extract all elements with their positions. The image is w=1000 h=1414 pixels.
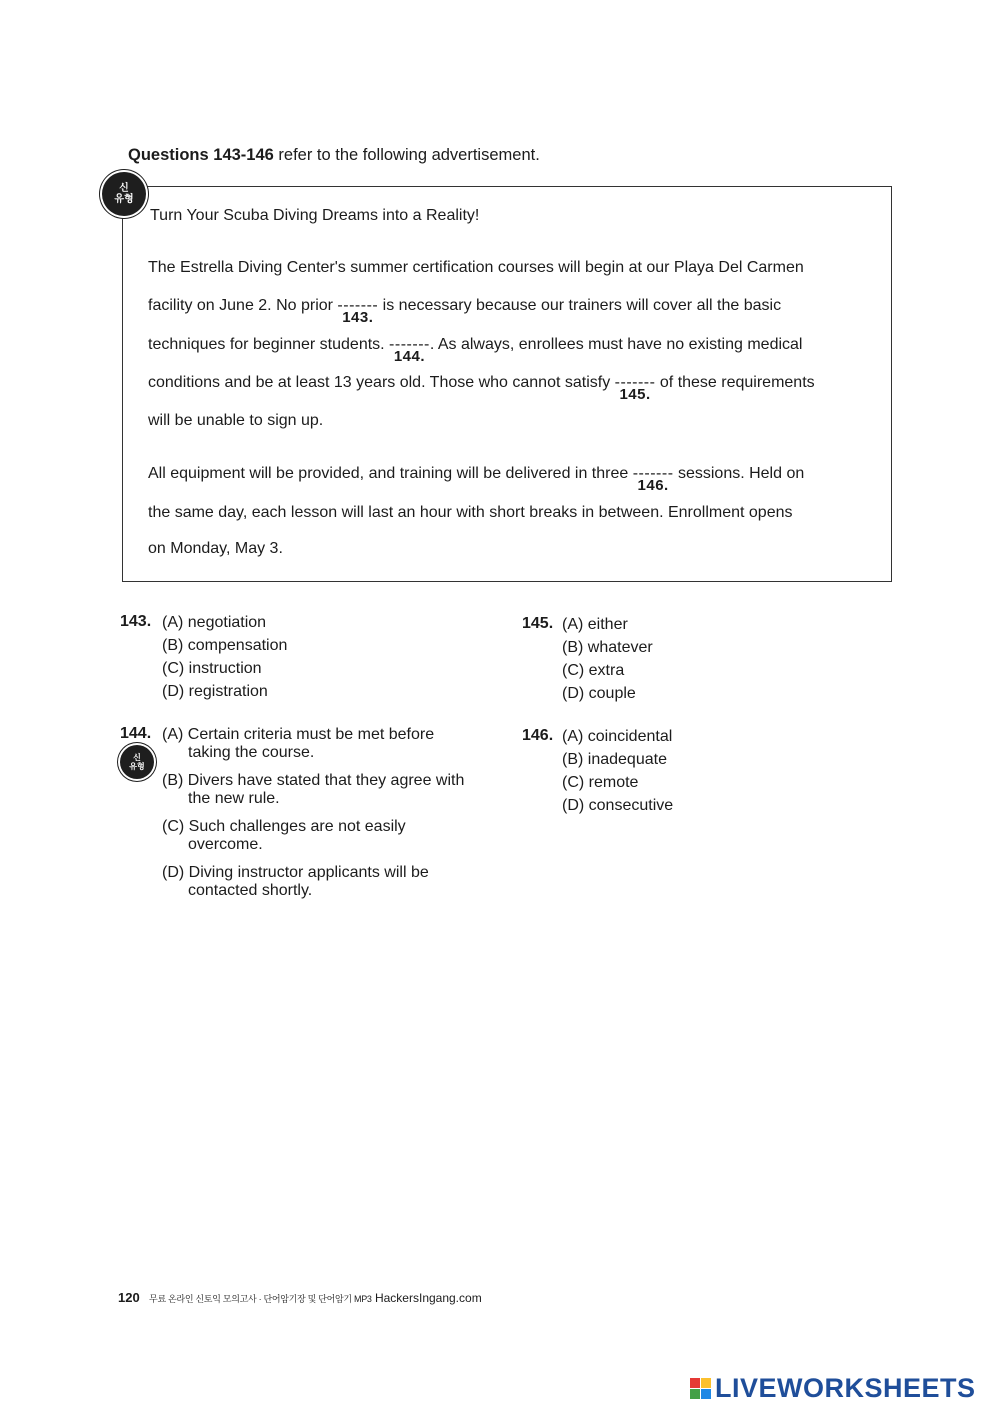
ad-line: the same day, each lesson will last an hour with short breaks in between. Enrollment opens <box>148 504 793 521</box>
question-146-number: 146. <box>522 727 554 744</box>
questions-intro: refer to the following advertisement. <box>273 146 540 164</box>
q146-option-a[interactable]: (A) coincidental <box>562 728 673 745</box>
ad-line: conditions and be at least 13 years old. Those who cannot satisfy ------- 145. of these requirements <box>148 374 815 403</box>
q143-option-b[interactable]: (B) compensation <box>162 637 288 654</box>
footer-promo: 무료 온라인 신토익 모의고사 · 단어암기장 및 단어암기 MP3 <box>149 1294 372 1304</box>
liveworksheets-grid-icon <box>690 1378 711 1399</box>
footer-site: HackersIngang.com <box>374 1291 482 1305</box>
blank-146[interactable]: ------- 146. <box>632 465 674 494</box>
ad-line: techniques for beginner students. ------- 144. . As always, enrollees must have no existing medical <box>148 336 803 365</box>
new-type-badge-icon: 신 유형 <box>102 172 146 216</box>
question-144-number: 144. <box>120 725 152 742</box>
blank-144[interactable]: ------- 144. <box>389 336 430 365</box>
q144-option-b[interactable]: (B) Divers have stated that they agree with the new rule. <box>162 772 465 807</box>
q143-option-c[interactable]: (C) instruction <box>162 660 262 677</box>
q145-option-b[interactable]: (B) whatever <box>562 639 653 656</box>
q146-option-d[interactable]: (D) consecutive <box>562 797 674 814</box>
page-number: 120 <box>118 1290 140 1305</box>
q145-option-a[interactable]: (A) either <box>562 616 628 633</box>
ad-line: All equipment will be provided, and training will be delivered in three ------- 146. sessions. Held on <box>148 465 805 494</box>
q145-option-c[interactable]: (C) extra <box>562 662 625 679</box>
questions-header <box>128 146 540 165</box>
blank-143[interactable]: ------- 143. <box>337 297 379 326</box>
q144-option-c[interactable]: (C) Such challenges are not easily overcome. <box>162 818 406 853</box>
blank-145[interactable]: ------- 145. <box>614 374 656 403</box>
ad-line: facility on June 2. No prior ------- 143. is necessary because our trainers will cover all the basic <box>148 297 782 326</box>
liveworksheets-text: LIVEWORKSHEETS <box>715 1373 976 1403</box>
q146-option-b[interactable]: (B) inadequate <box>562 751 667 768</box>
liveworksheets-logo <box>690 1373 976 1404</box>
ad-line: will be unable to sign up. <box>148 412 324 429</box>
ad-line: The Estrella Diving Center's summer certification courses will begin at our Playa Del Carmen <box>148 259 804 276</box>
ad-title: Turn Your Scuba Diving Dreams into a Reality! <box>150 207 480 224</box>
ad-line: on Monday, May 3. <box>148 540 283 557</box>
page-footer <box>118 1290 482 1305</box>
q144-option-d[interactable]: (D) Diving instructor applicants will be contacted shortly. <box>162 864 429 899</box>
q143-option-a[interactable]: (A) negotiation <box>162 614 267 631</box>
q145-option-d[interactable]: (D) couple <box>562 685 636 702</box>
q146-option-c[interactable]: (C) remote <box>562 774 639 791</box>
q143-option-d[interactable]: (D) registration <box>162 683 268 700</box>
new-type-badge-icon: 신 유형 <box>120 745 154 779</box>
question-143-number: 143. <box>120 613 152 630</box>
q144-option-a[interactable]: (A) Certain criteria must be met before taking the course. <box>162 726 435 761</box>
questions-range: Questions 143-146 <box>128 146 274 164</box>
question-145-number: 145. <box>522 615 554 632</box>
